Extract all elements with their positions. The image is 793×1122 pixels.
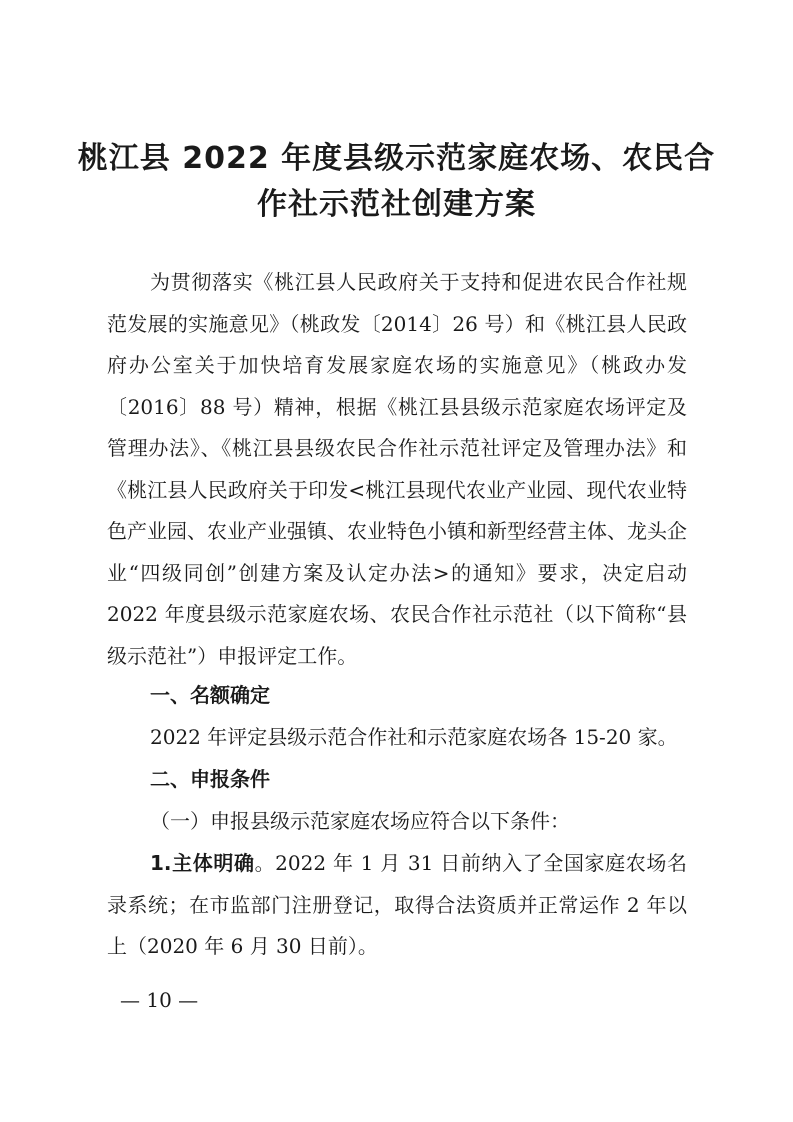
quota-paragraph: 2022 年评定县级示范合作社和示范家庭农场各 15-20 家。 (150, 725, 678, 749)
intro-paragraph: 为贯彻落实《桃江县人民政府关于支持和促进农民合作社规范发展的实施意见》（桃政发〔2014〕26 号）和《桃江县人民政府办公室关于加快培育发展家庭农场的实施意见》（桃政办发〔2016〕88 号）精神，根据《桃江县县级示范家庭农场评定及管理办法》、《桃江县县级农民合作社示范社评定及管理办法》和《桃江县人民政府关于印发<桃江县现代农业产业园、现代农业特色产业园、农业产业强镇、农业特色小镇和新型经营主体、龙头企业“四级同创”创建方案及认定办法>的通知》要求，决定启动 2022 年度县级示范家庭农场、农民合作社示范社（以下简称“县级示范社”）申报评定工作。 (107, 270, 687, 668)
section-heading-quota: 一、名额确定 (150, 683, 270, 707)
condition-item-1-lead: 1.主体明确 (150, 851, 255, 875)
document-title-line1: 桃江县 2022 年度县级示范家庭农场、农民合 (77, 141, 716, 176)
document-title-line2: 作社示范社创建方案 (257, 187, 536, 222)
section-heading-conditions: 二、申报条件 (150, 767, 270, 791)
subsection-heading-family-farm: （一）申报县级示范家庭农场应符合以下条件： (150, 809, 570, 833)
page-number: — 10 — (120, 988, 199, 1012)
condition-item-1-text: 。2022 年 1 月 31 日前纳入了全国家庭农场名录系统；在市监部门注册登记，取得合法资质并正常运作 2 年以上（2020 年 6 月 30 日前）。 (107, 851, 687, 958)
condition-item-1 (107, 843, 687, 968)
